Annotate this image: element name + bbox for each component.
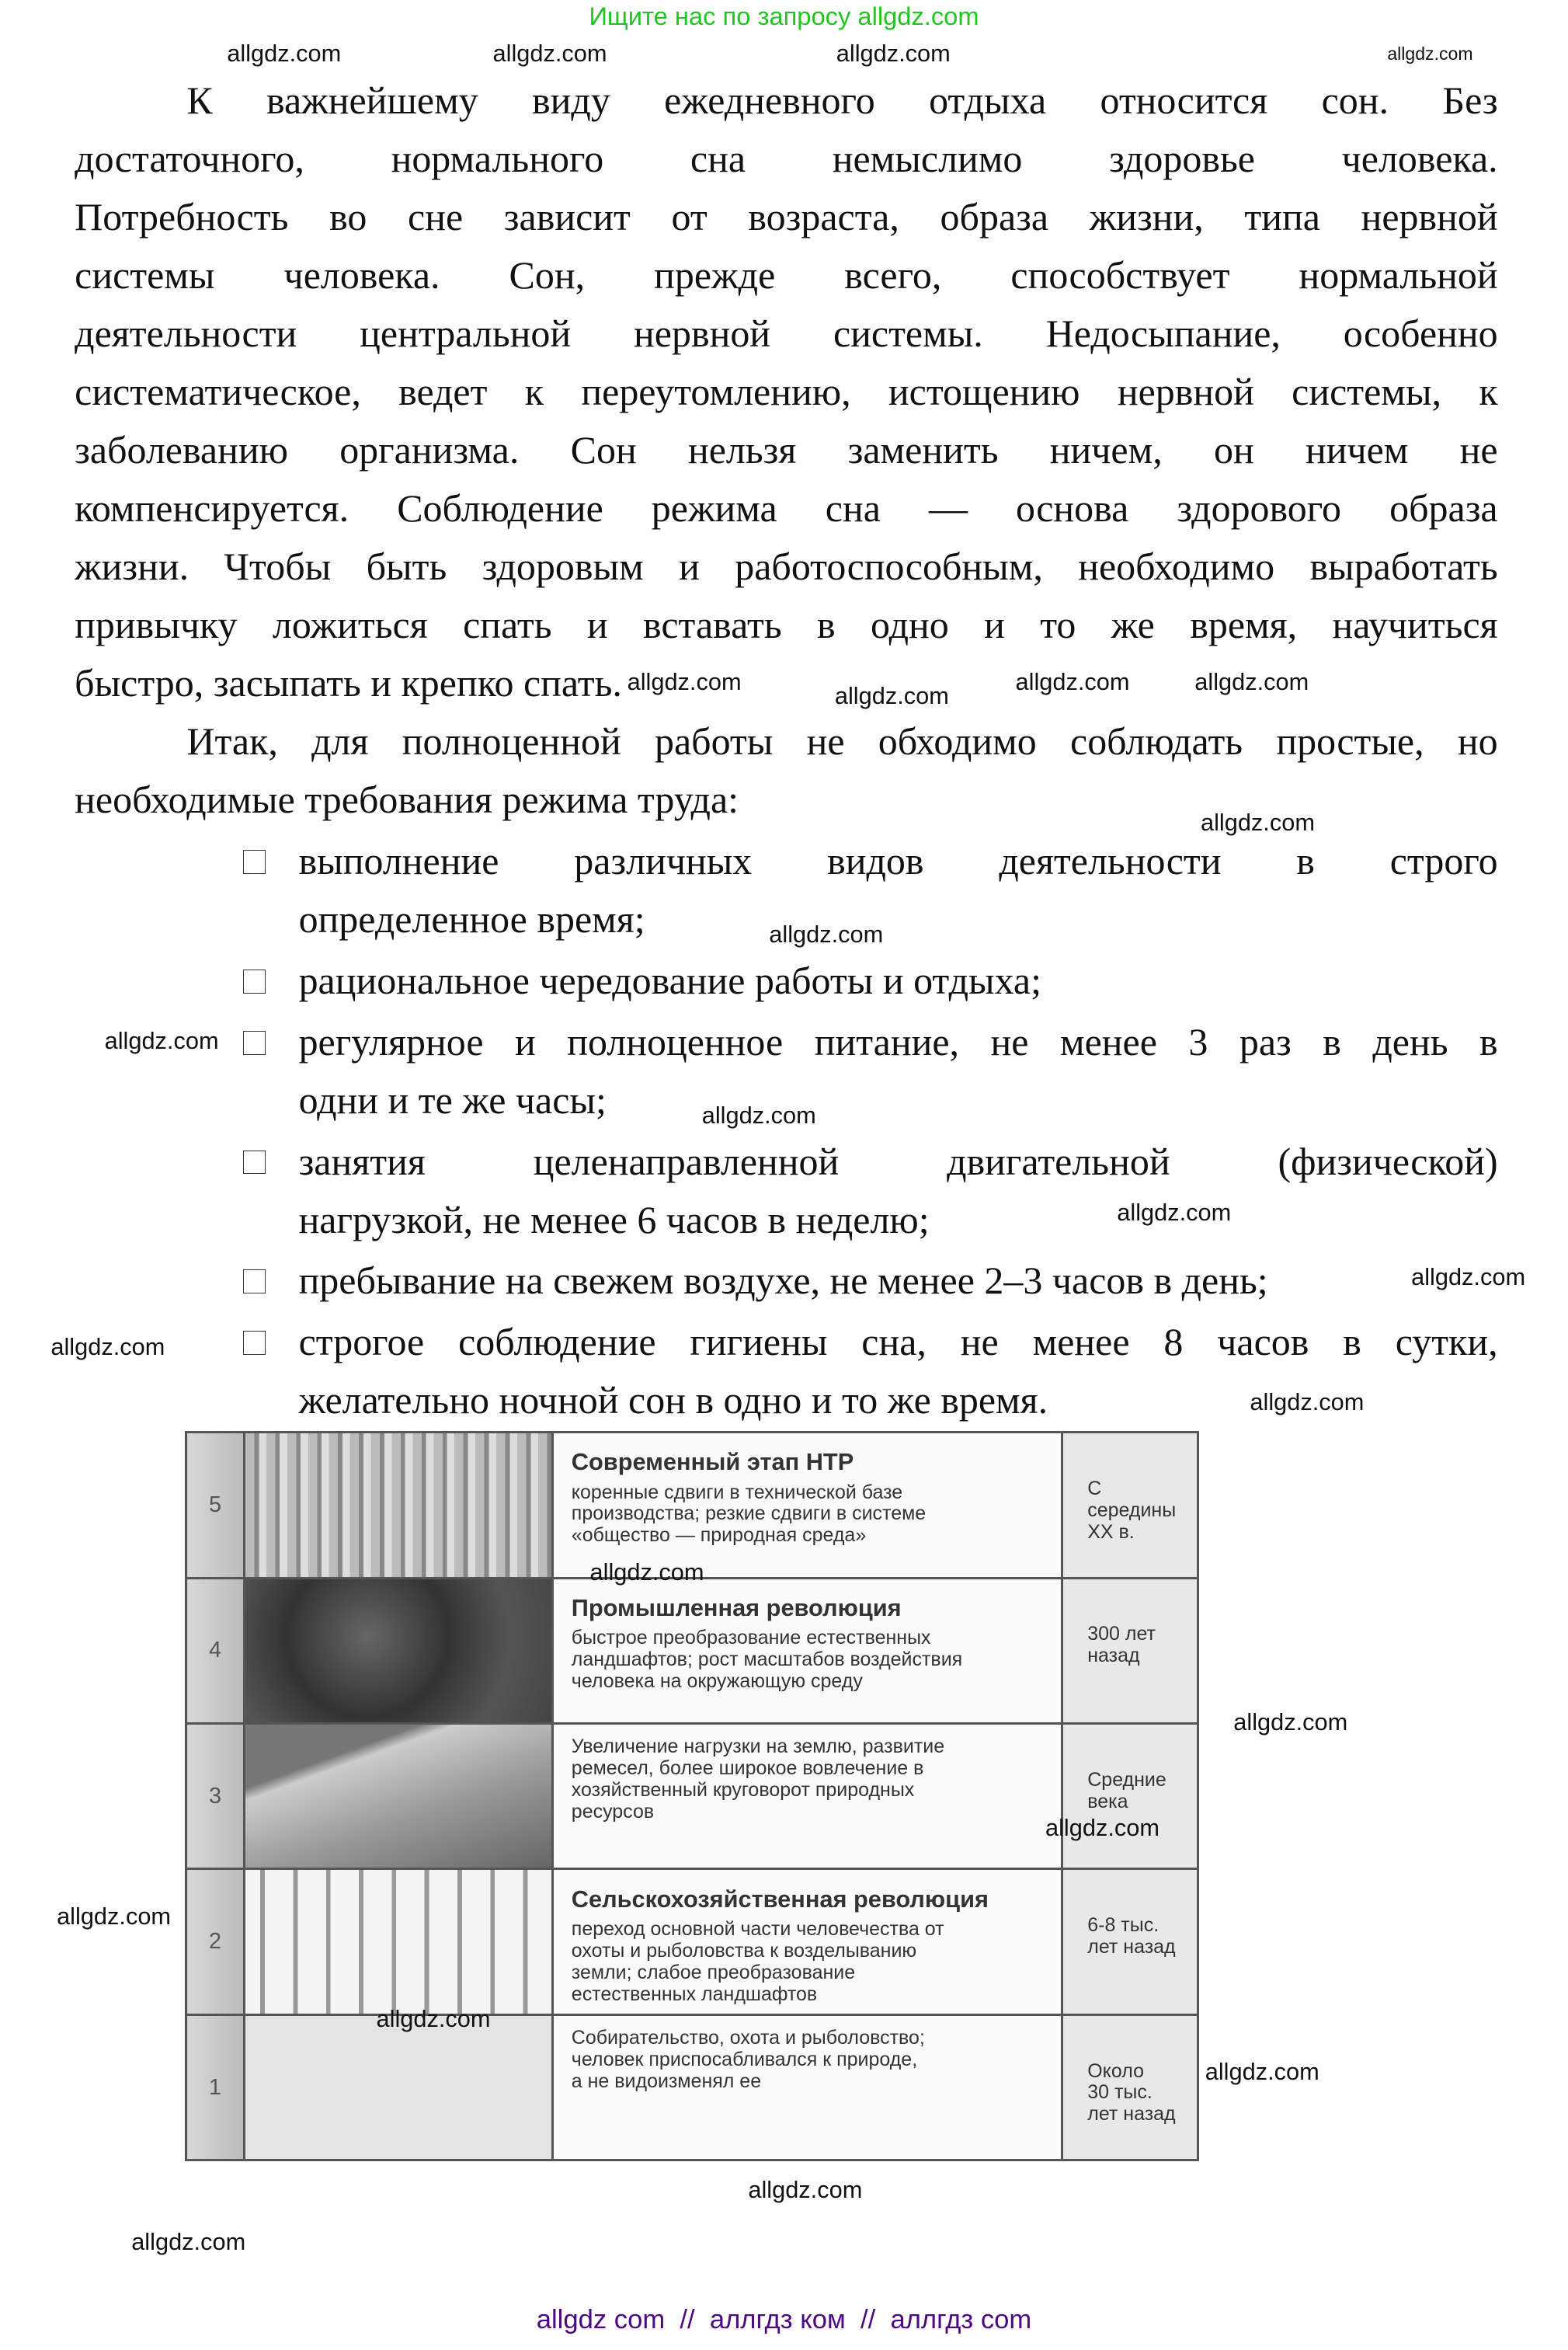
- watermark: allgdz.com: [701, 1102, 816, 1130]
- row-title: Промышленная революция: [571, 1593, 902, 1621]
- text-line: достаточного, нормального сна немыслимо здоровье человека.: [75, 137, 1498, 181]
- text-line: необходимые требования режима труда:: [75, 778, 739, 822]
- period-line: С середины: [1087, 1477, 1177, 1521]
- text-line: жизни. Чтобы быть здоровым и работоспособным, необходимо выработать: [75, 545, 1498, 589]
- watermark: allgdz.com: [834, 681, 949, 709]
- watermark: allgdz.com: [1205, 2057, 1319, 2085]
- description-line: охоты и рыболовства к возделыванию: [571, 1939, 917, 1962]
- text-line: Итак, для полноценной работы не обходимо соблюдать простые, но: [186, 719, 1498, 764]
- period-line: Средние: [1087, 1768, 1166, 1791]
- row-period: [1062, 2014, 1198, 2160]
- watermark: allgdz.com: [589, 1558, 704, 1586]
- watermark: allgdz.com: [227, 39, 342, 67]
- illustration-image: [245, 1433, 551, 1576]
- list-item-line: желательно ночной сон в одно и то же время.: [298, 1378, 1048, 1422]
- search-banner[interactable]: Ищите нас по запросу allgdz.com: [589, 1, 979, 30]
- text-line: компенсируется. Соблюдение режима сна — основа здорового образа: [75, 486, 1498, 531]
- description-line: а не видоизменял ее: [571, 2070, 762, 2093]
- description-line: коренные сдвиги в технической базе: [571, 1481, 903, 1503]
- watermark: allgdz.com: [1233, 1708, 1348, 1736]
- table-row: [186, 2014, 1198, 2160]
- watermark: allgdz.com: [1200, 809, 1315, 837]
- period-line: лет назад: [1087, 2103, 1176, 2125]
- row-illustration: [244, 1578, 552, 1723]
- description-line: ремесел, более широкое вовлечение в: [571, 1757, 924, 1780]
- row-description: [552, 1869, 1062, 2014]
- list-item: [299, 1133, 1498, 1249]
- watermark: allgdz.com: [769, 921, 884, 949]
- illustration-image: [245, 1870, 551, 2013]
- watermark: allgdz.com: [1117, 1199, 1232, 1227]
- row-title: Современный этап НТР: [571, 1448, 854, 1476]
- row-description: [552, 1433, 1062, 1578]
- checkbox-icon: [243, 970, 266, 994]
- watermark: allgdz.com: [836, 39, 951, 67]
- illustration-image: [245, 2016, 551, 2159]
- description-line: земли; слабое преобразование: [571, 1961, 856, 1983]
- illustration-image: [245, 1579, 551, 1722]
- description-line: ресурсов: [571, 1801, 655, 1823]
- table-row: [186, 1433, 1198, 1578]
- description-line: переход основной части человечества от: [571, 1917, 944, 1940]
- table-row: [186, 1724, 1198, 1869]
- watermark: allgdz.com: [748, 2175, 863, 2203]
- text-line: деятельности центральной нервной системы. Недосыпание, особенно: [75, 312, 1498, 356]
- period-line: лет назад: [1087, 1936, 1176, 1958]
- description-line: человека на окружающую среду: [571, 1669, 863, 1692]
- watermark: allgdz.com: [376, 2005, 491, 2033]
- description-line: производства; резкие сдвиги в системе: [571, 1502, 927, 1525]
- description-line: «общество — природная среда»: [571, 1524, 867, 1547]
- list-item-line: нагрузкой, не менее 6 часов в неделю;: [298, 1197, 930, 1241]
- period-line: века: [1087, 1790, 1128, 1812]
- period-line: XX в.: [1087, 1520, 1135, 1543]
- description-line: человек приспосабливался к природе,: [571, 2049, 918, 2071]
- watermark: allgdz.com: [50, 1333, 165, 1361]
- row-illustration: [244, 1869, 552, 2014]
- text-line: Потребность во сне зависит от возраста, образа жизни, типа нервной: [75, 195, 1498, 239]
- watermark: allgdz.com: [1015, 668, 1130, 696]
- row-description: [552, 1724, 1062, 1869]
- watermark: allgdz.com: [627, 668, 742, 696]
- description-line: естественных ландшафтов: [571, 1983, 818, 2005]
- description-line: Собирательство, охота и рыболовство;: [571, 2027, 925, 2049]
- list-item-line: определенное время;: [298, 897, 645, 942]
- row-period: [1062, 1578, 1198, 1723]
- text-line: К важнейшему виду ежедневного отдыха относится сон. Без: [186, 78, 1498, 123]
- list-item-line: занятия целенаправленной двигательной (физической): [298, 1139, 1498, 1183]
- row-period: [1062, 1869, 1198, 2014]
- row-number: 3: [186, 1724, 244, 1869]
- description-line: хозяйственный круговорот природных: [571, 1779, 915, 1802]
- list-item-line: выполнение различных видов деятельности в строго: [298, 839, 1498, 883]
- checkbox-icon: [243, 1031, 266, 1055]
- list-item: [299, 1252, 1498, 1310]
- paragraph-sleep: [75, 71, 1497, 712]
- row-illustration: [244, 1724, 552, 1869]
- watermark: allgdz.com: [131, 2227, 246, 2255]
- watermark: allgdz.com: [1250, 1388, 1365, 1416]
- list-item-line: одни и те же часы;: [298, 1078, 607, 1122]
- table-row: [186, 1578, 1198, 1723]
- list-item-line: строгое соблюдение гигиены сна, не менее 8 часов в сутки,: [298, 1320, 1498, 1364]
- description-line: быстрое преобразование естественных: [571, 1627, 931, 1649]
- list-item-line: рациональное чередование работы и отдыха;: [298, 958, 1042, 1002]
- watermark: allgdz.com: [57, 1902, 172, 1930]
- history-table: [185, 1431, 1199, 2161]
- checkbox-icon: [243, 1151, 266, 1175]
- watermark: allgdz.com: [492, 39, 607, 67]
- description-line: ландшафтов; рост масштабов воздействия: [571, 1648, 963, 1670]
- checkbox-icon: [243, 850, 266, 874]
- checkbox-icon: [243, 1269, 266, 1293]
- list-item: [299, 832, 1498, 949]
- row-description: [552, 2014, 1062, 2160]
- row-number: 4: [186, 1578, 244, 1723]
- table-row: [186, 1869, 1198, 2014]
- period-line: 300 лет: [1087, 1623, 1156, 1645]
- period-line: Около: [1087, 2059, 1144, 2082]
- checkbox-icon: [243, 1331, 266, 1355]
- list-item-line: регулярное и полноценное питание, не менее 3 раз в день в: [298, 1019, 1498, 1064]
- illustration-image: [245, 1725, 551, 1868]
- list-item: [299, 1013, 1498, 1130]
- watermark: allgdz.com: [1045, 1814, 1159, 1842]
- text-line: быстро, засыпать и крепко спать.: [75, 661, 622, 705]
- row-illustration: [244, 2014, 552, 2160]
- row-period: [1062, 1433, 1198, 1578]
- row-title: Сельскохозяйственная революция: [571, 1885, 989, 1913]
- period-line: 30 тыс.: [1087, 2081, 1153, 2104]
- watermark: allgdz.com: [1411, 1262, 1526, 1290]
- text-line: привычку ложиться спать и вставать в одно и то же время, научиться: [75, 603, 1498, 647]
- row-number: 2: [186, 1869, 244, 2014]
- text-line: систематическое, ведет к переутомлению, истощению нервной системы, к: [75, 370, 1498, 414]
- row-number: 5: [186, 1433, 244, 1578]
- list-item-line: пребывание на свежем воздухе, не менее 2–3 часов в день;: [298, 1259, 1268, 1303]
- list-item: [299, 952, 1498, 1010]
- text-line: заболеванию организма. Сон нельзя заменить ничем, он ничем не: [75, 428, 1498, 472]
- watermark: allgdz.com: [1194, 668, 1309, 696]
- footer-links[interactable]: allgdz com // аллгдз ком // аллгдз com: [536, 2304, 1032, 2334]
- watermark: allgdz.com: [104, 1026, 219, 1054]
- row-period: [1062, 1724, 1198, 1869]
- row-illustration: [244, 1433, 552, 1578]
- description-line: Увеличение нагрузки на землю, развитие: [571, 1736, 945, 1758]
- period-line: 6-8 тыс.: [1087, 1914, 1159, 1937]
- row-number: 1: [186, 2014, 244, 2160]
- row-description: [552, 1578, 1062, 1723]
- period-line: назад: [1087, 1645, 1140, 1667]
- text-line: системы человека. Сон, прежде всего, способствует нормальной: [75, 253, 1498, 298]
- watermark: allgdz.com: [1387, 43, 1473, 64]
